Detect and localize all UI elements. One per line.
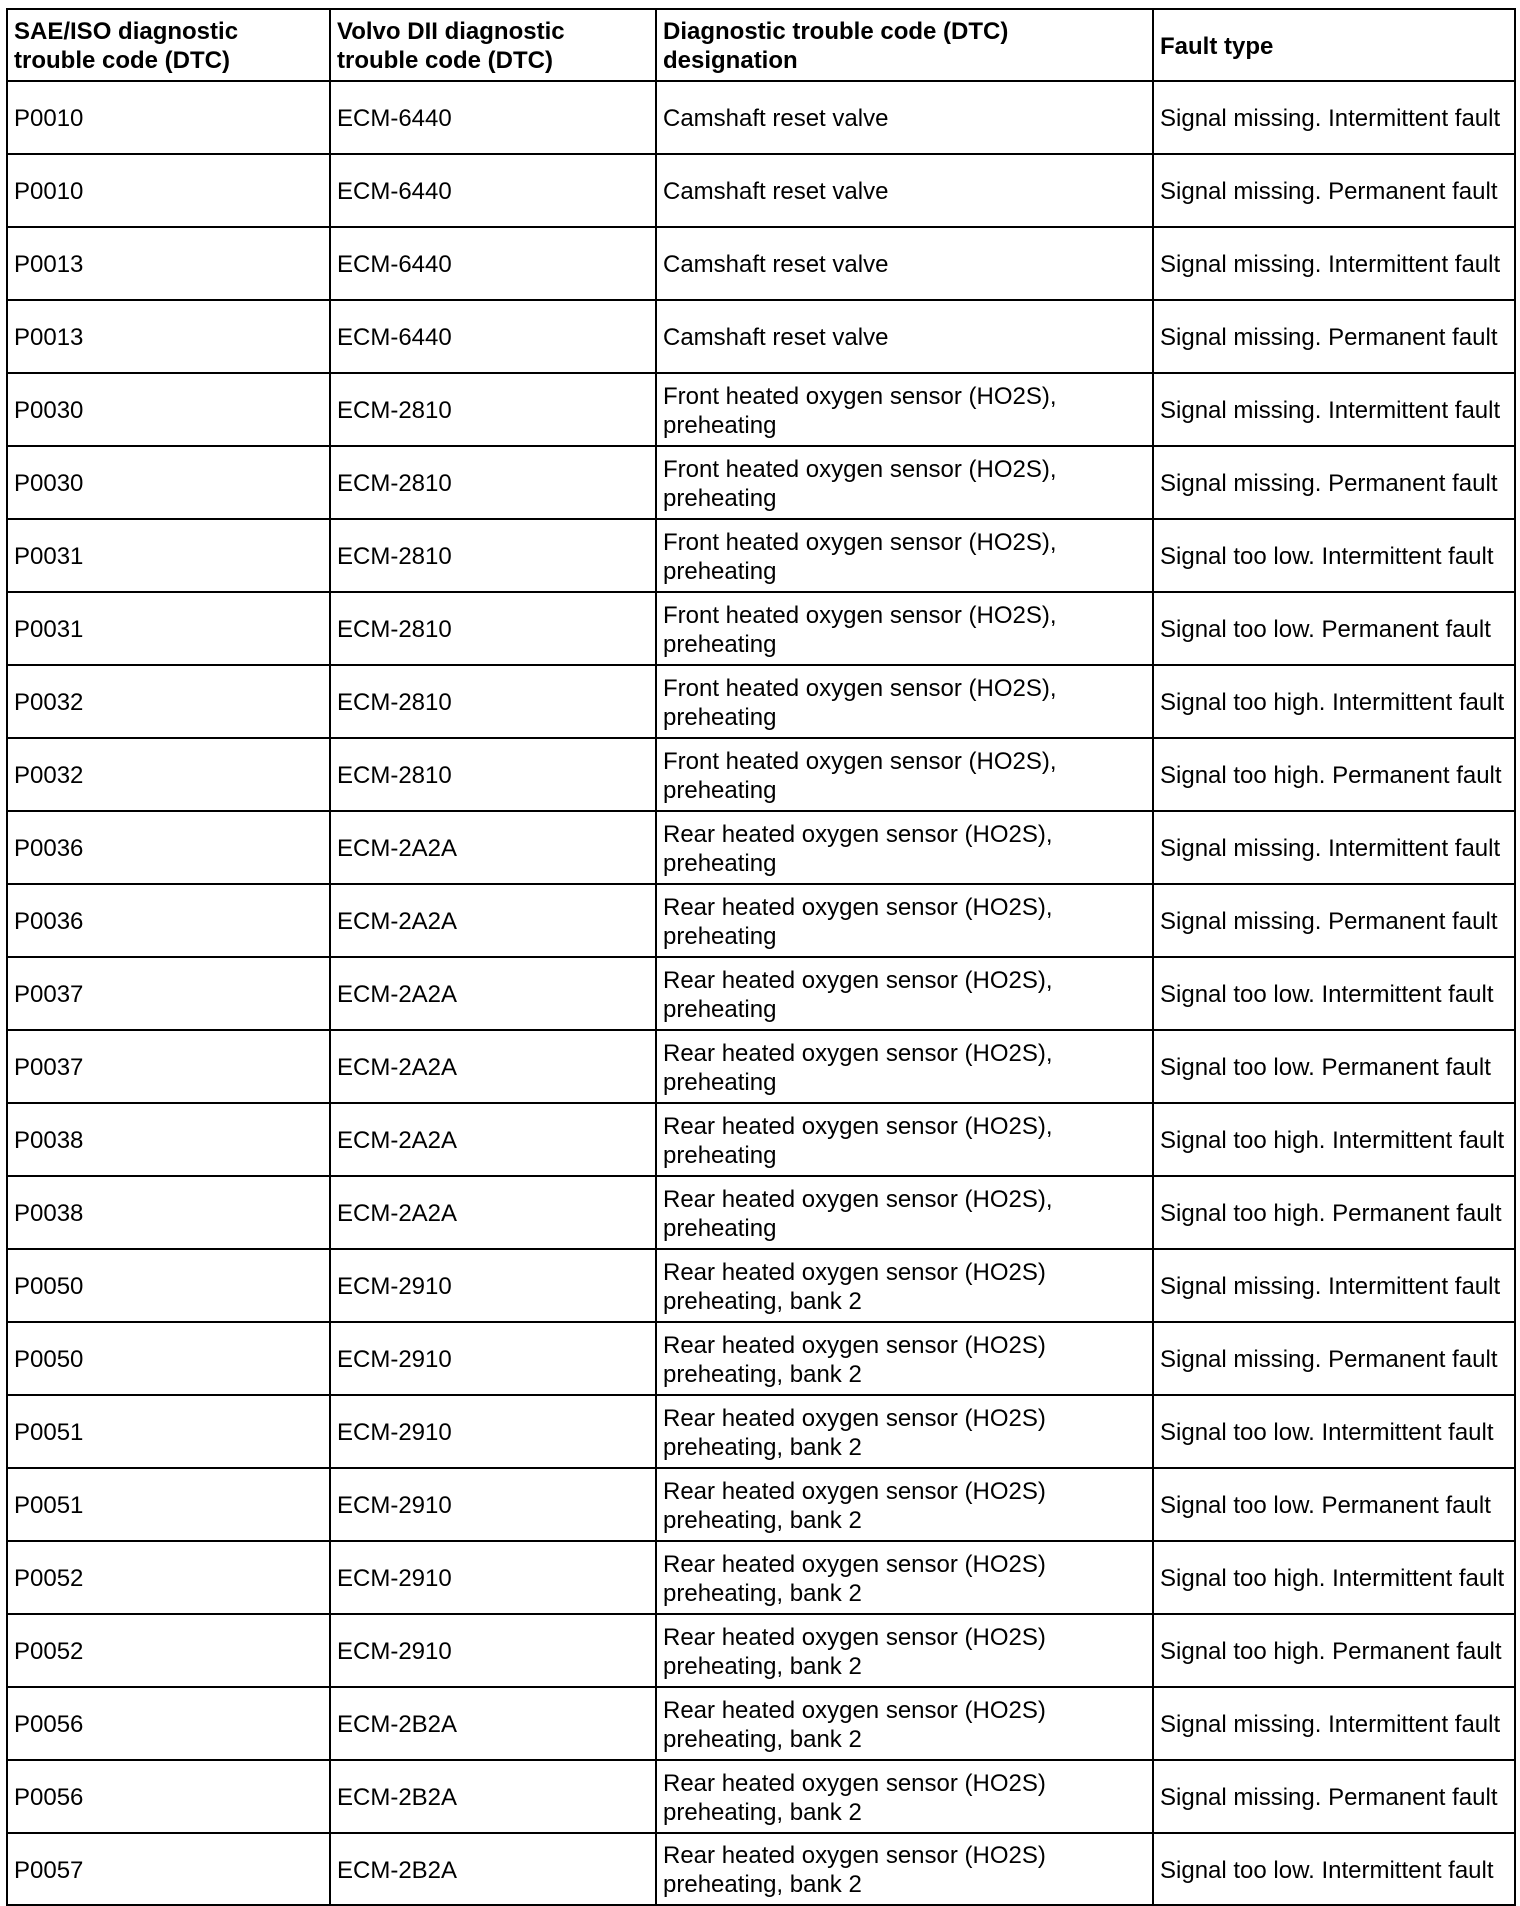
table-row — [7, 1614, 1515, 1687]
designation-cell: Rear heated oxygen sensor (HO2S) preheating, bank 2 — [656, 1614, 1153, 1687]
designation-cell: Front heated oxygen sensor (HO2S), preheating — [656, 373, 1153, 446]
designation-cell: Rear heated oxygen sensor (HO2S) preheating, bank 2 — [656, 1395, 1153, 1468]
volvo-dii-code-cell: ECM-6440 — [330, 154, 656, 227]
table-row — [7, 1833, 1515, 1905]
volvo-dii-code-cell: ECM-2A2A — [330, 884, 656, 957]
volvo-dii-code-cell: ECM-2B2A — [330, 1687, 656, 1760]
fault-type-cell: Signal too high. Permanent fault — [1153, 1614, 1515, 1687]
sae-iso-code-cell: P0050 — [7, 1322, 330, 1395]
sae-iso-code-cell: P0010 — [7, 154, 330, 227]
table-row — [7, 1541, 1515, 1614]
table-row — [7, 1687, 1515, 1760]
table-body — [7, 81, 1515, 1905]
designation-cell: Rear heated oxygen sensor (HO2S) preheating, bank 2 — [656, 1541, 1153, 1614]
fault-type-cell: Signal missing. Permanent fault — [1153, 1322, 1515, 1395]
designation-cell: Rear heated oxygen sensor (HO2S) preheating, bank 2 — [656, 1322, 1153, 1395]
table-row — [7, 1249, 1515, 1322]
designation-cell: Rear heated oxygen sensor (HO2S) preheating, bank 2 — [656, 1687, 1153, 1760]
fault-type-cell: Signal too low. Intermittent fault — [1153, 957, 1515, 1030]
volvo-dii-code-cell: ECM-2910 — [330, 1322, 656, 1395]
volvo-dii-code-cell: ECM-2810 — [330, 446, 656, 519]
sae-iso-code-cell: P0010 — [7, 81, 330, 154]
table-row — [7, 957, 1515, 1030]
table-row — [7, 1760, 1515, 1833]
fault-type-cell: Signal too high. Permanent fault — [1153, 1176, 1515, 1249]
sae-iso-code-cell: P0036 — [7, 884, 330, 957]
fault-type-cell: Signal too low. Intermittent fault — [1153, 519, 1515, 592]
designation-cell: Front heated oxygen sensor (HO2S), preheating — [656, 519, 1153, 592]
sae-iso-code-cell: P0037 — [7, 957, 330, 1030]
volvo-dii-code-cell: ECM-2B2A — [330, 1760, 656, 1833]
fault-type-cell: Signal too low. Intermittent fault — [1153, 1833, 1515, 1905]
sae-iso-code-cell: P0013 — [7, 227, 330, 300]
designation-cell: Front heated oxygen sensor (HO2S), preheating — [656, 665, 1153, 738]
dtc-table — [6, 8, 1516, 1906]
volvo-dii-code-cell: ECM-2A2A — [330, 957, 656, 1030]
table-row — [7, 227, 1515, 300]
table-row — [7, 446, 1515, 519]
volvo-dii-code-cell: ECM-2A2A — [330, 811, 656, 884]
table-row — [7, 154, 1515, 227]
table-row — [7, 884, 1515, 957]
table-header — [7, 9, 1515, 81]
designation-cell: Front heated oxygen sensor (HO2S), preheating — [656, 592, 1153, 665]
table-row — [7, 519, 1515, 592]
volvo-dii-code-cell: ECM-2910 — [330, 1468, 656, 1541]
table-row — [7, 1395, 1515, 1468]
designation-cell: Front heated oxygen sensor (HO2S), preheating — [656, 446, 1153, 519]
fault-type-cell: Signal too high. Permanent fault — [1153, 738, 1515, 811]
header-volvo-dii-dtc: Volvo DII diagnostic trouble code (DTC) — [330, 9, 656, 81]
designation-cell: Front heated oxygen sensor (HO2S), preheating — [656, 738, 1153, 811]
sae-iso-code-cell: P0056 — [7, 1760, 330, 1833]
designation-cell: Camshaft reset valve — [656, 300, 1153, 373]
table-row — [7, 1030, 1515, 1103]
table-row — [7, 373, 1515, 446]
sae-iso-code-cell: P0031 — [7, 592, 330, 665]
sae-iso-code-cell: P0038 — [7, 1103, 330, 1176]
volvo-dii-code-cell: ECM-2810 — [330, 738, 656, 811]
table-row — [7, 300, 1515, 373]
designation-cell: Rear heated oxygen sensor (HO2S) preheating, bank 2 — [656, 1249, 1153, 1322]
volvo-dii-code-cell: ECM-6440 — [330, 227, 656, 300]
table-row — [7, 592, 1515, 665]
sae-iso-code-cell: P0056 — [7, 1687, 330, 1760]
fault-type-cell: Signal missing. Intermittent fault — [1153, 373, 1515, 446]
designation-cell: Rear heated oxygen sensor (HO2S) preheating, bank 2 — [656, 1468, 1153, 1541]
sae-iso-code-cell: P0032 — [7, 665, 330, 738]
volvo-dii-code-cell: ECM-2B2A — [330, 1833, 656, 1905]
volvo-dii-code-cell: ECM-2A2A — [330, 1103, 656, 1176]
volvo-dii-code-cell: ECM-6440 — [330, 81, 656, 154]
fault-type-cell: Signal missing. Permanent fault — [1153, 154, 1515, 227]
sae-iso-code-cell: P0051 — [7, 1468, 330, 1541]
header-sae-iso-dtc: SAE/ISO diagnostic trouble code (DTC) — [7, 9, 330, 81]
table-row — [7, 665, 1515, 738]
designation-cell: Rear heated oxygen sensor (HO2S), preheating — [656, 1030, 1153, 1103]
volvo-dii-code-cell: ECM-2A2A — [330, 1030, 656, 1103]
designation-cell: Rear heated oxygen sensor (HO2S), preheating — [656, 811, 1153, 884]
table-row — [7, 738, 1515, 811]
fault-type-cell: Signal missing. Intermittent fault — [1153, 1249, 1515, 1322]
volvo-dii-code-cell: ECM-2910 — [330, 1541, 656, 1614]
table-row — [7, 81, 1515, 154]
fault-type-cell: Signal too high. Intermittent fault — [1153, 665, 1515, 738]
volvo-dii-code-cell: ECM-2810 — [330, 665, 656, 738]
volvo-dii-code-cell: ECM-2910 — [330, 1249, 656, 1322]
fault-type-cell: Signal missing. Intermittent fault — [1153, 1687, 1515, 1760]
designation-cell: Rear heated oxygen sensor (HO2S), preheating — [656, 1176, 1153, 1249]
header-fault-type: Fault type — [1153, 9, 1515, 81]
volvo-dii-code-cell: ECM-2A2A — [330, 1176, 656, 1249]
volvo-dii-code-cell: ECM-6440 — [330, 300, 656, 373]
sae-iso-code-cell: P0037 — [7, 1030, 330, 1103]
fault-type-cell: Signal missing. Intermittent fault — [1153, 227, 1515, 300]
sae-iso-code-cell: P0032 — [7, 738, 330, 811]
volvo-dii-code-cell: ECM-2810 — [330, 373, 656, 446]
sae-iso-code-cell: P0050 — [7, 1249, 330, 1322]
table-row — [7, 811, 1515, 884]
table-row — [7, 1468, 1515, 1541]
volvo-dii-code-cell: ECM-2910 — [330, 1614, 656, 1687]
volvo-dii-code-cell: ECM-2810 — [330, 592, 656, 665]
fault-type-cell: Signal too low. Permanent fault — [1153, 592, 1515, 665]
sae-iso-code-cell: P0030 — [7, 373, 330, 446]
sae-iso-code-cell: P0051 — [7, 1395, 330, 1468]
sae-iso-code-cell: P0013 — [7, 300, 330, 373]
table-row — [7, 1103, 1515, 1176]
fault-type-cell: Signal missing. Permanent fault — [1153, 446, 1515, 519]
fault-type-cell: Signal too high. Intermittent fault — [1153, 1541, 1515, 1614]
designation-cell: Camshaft reset valve — [656, 227, 1153, 300]
volvo-dii-code-cell: ECM-2910 — [330, 1395, 656, 1468]
sae-iso-code-cell: P0036 — [7, 811, 330, 884]
sae-iso-code-cell: P0031 — [7, 519, 330, 592]
sae-iso-code-cell: P0057 — [7, 1833, 330, 1905]
sae-iso-code-cell: P0052 — [7, 1614, 330, 1687]
fault-type-cell: Signal missing. Permanent fault — [1153, 884, 1515, 957]
header-row — [7, 9, 1515, 81]
sae-iso-code-cell: P0038 — [7, 1176, 330, 1249]
sae-iso-code-cell: P0030 — [7, 446, 330, 519]
fault-type-cell: Signal missing. Permanent fault — [1153, 1760, 1515, 1833]
designation-cell: Rear heated oxygen sensor (HO2S), preheating — [656, 884, 1153, 957]
designation-cell: Camshaft reset valve — [656, 81, 1153, 154]
sae-iso-code-cell: P0052 — [7, 1541, 330, 1614]
volvo-dii-code-cell: ECM-2810 — [330, 519, 656, 592]
fault-type-cell: Signal too low. Permanent fault — [1153, 1468, 1515, 1541]
fault-type-cell: Signal missing. Permanent fault — [1153, 300, 1515, 373]
designation-cell: Rear heated oxygen sensor (HO2S), preheating — [656, 1103, 1153, 1176]
fault-type-cell: Signal too low. Permanent fault — [1153, 1030, 1515, 1103]
designation-cell: Rear heated oxygen sensor (HO2S) preheating, bank 2 — [656, 1760, 1153, 1833]
fault-type-cell: Signal missing. Intermittent fault — [1153, 81, 1515, 154]
fault-type-cell: Signal too high. Intermittent fault — [1153, 1103, 1515, 1176]
designation-cell: Rear heated oxygen sensor (HO2S), preheating — [656, 957, 1153, 1030]
fault-type-cell: Signal too low. Intermittent fault — [1153, 1395, 1515, 1468]
designation-cell: Rear heated oxygen sensor (HO2S) preheating, bank 2 — [656, 1833, 1153, 1905]
table-row — [7, 1322, 1515, 1395]
table-row — [7, 1176, 1515, 1249]
designation-cell: Camshaft reset valve — [656, 154, 1153, 227]
header-dtc-designation: Diagnostic trouble code (DTC) designation — [656, 9, 1153, 81]
fault-type-cell: Signal missing. Intermittent fault — [1153, 811, 1515, 884]
